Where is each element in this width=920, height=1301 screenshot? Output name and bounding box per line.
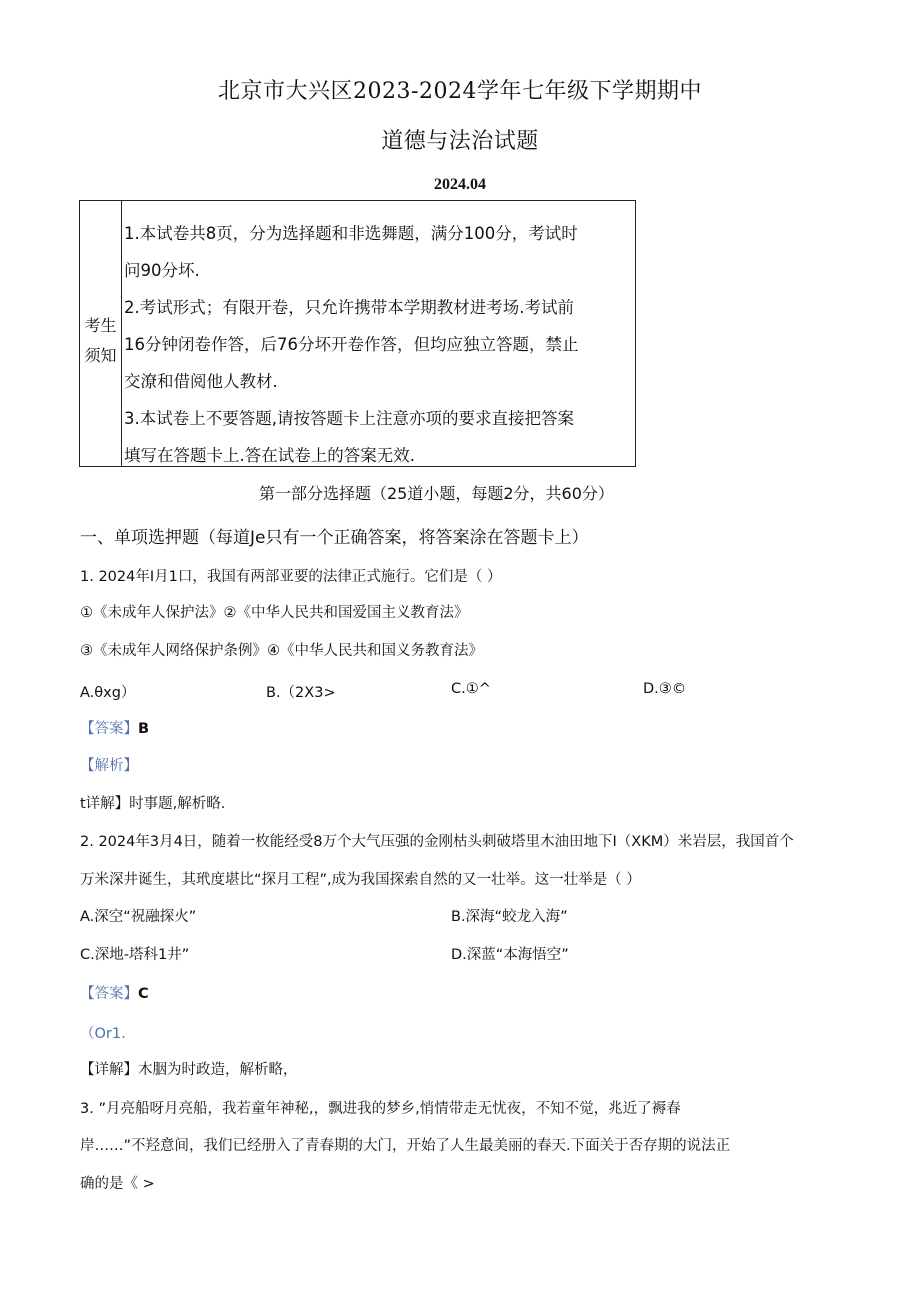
notice-line: 填写在答题卡上.答在试卷上的答案无效. xyxy=(124,446,415,465)
notice-line: 3.本试卷上不要答题,请按答题卡上注意亦项的要求直接把答案 xyxy=(124,409,574,428)
notice-label-line: 须知 xyxy=(84,345,117,365)
notice-line: 1.本试卷共8页，分为选择题和非选舞题，满分100分，考试时 xyxy=(124,224,578,243)
notice-line: 交潦和借阅他人教材. xyxy=(124,372,278,391)
detail-text: 【详解】木胭为时政造，解析略， xyxy=(80,1062,298,1078)
part-title: 第一部分选择题（25道小题，每题2分，共60分） xyxy=(259,484,614,503)
question-stem: 2. 2024年3月4日，随着一枚能经受8万个大气压强的金刚枯头刺破塔里木油田地下I（XKM）米岩层，我国首个 xyxy=(80,834,794,850)
answer-value: B xyxy=(138,721,150,737)
option-a: A.深空“祝融探火” xyxy=(80,909,197,925)
option-b: B.（2X3> xyxy=(266,685,336,701)
notice-label xyxy=(80,201,122,466)
notice-line: 问90分坏. xyxy=(124,261,200,280)
section-heading: 一、单项选押题（每道Je只有一个正确答案，将答案涂在答题卡上） xyxy=(80,528,589,548)
option-a: A.θxg） xyxy=(80,685,136,701)
question-stem: 确的是《 > xyxy=(80,1176,155,1192)
exam-date: 2024.04 xyxy=(434,176,486,193)
option-d: D.③© xyxy=(643,681,687,697)
answer-label: 【答案】 xyxy=(80,986,138,1002)
analysis-label: 【解析】 xyxy=(80,758,138,774)
notice-body xyxy=(122,201,635,466)
page-subtitle: 道德与法治试题 xyxy=(381,129,539,154)
question-stem: 岸……”不羟意间，我们已经册入了青春期的大门，开始了人生最美丽的春天.下面关于否存期的说法正 xyxy=(80,1138,731,1154)
option-c: C.深地-塔科1井” xyxy=(80,947,190,963)
analysis-label: （Or1. xyxy=(80,1026,126,1042)
notice-line: 2.考试形式；有限开卷，只允许携带本学期教材进考场.考试前 xyxy=(124,298,574,317)
question-stem: 3. ”月亮船呀月亮船，我若童年神秘,，飘进我的梦乡,悄情带走无忧夜，不知不觉，兆近了褥春 xyxy=(80,1101,681,1117)
question-item-line: ③《未成年人网络保护条例》④《中华人民共和国义务教育法》 xyxy=(80,643,483,659)
answer-line xyxy=(80,717,149,738)
page-title: 北京市大兴区2023-2024学年七年级下学期期中 xyxy=(218,79,702,104)
detail-text: t详解】时事题,解析略. xyxy=(80,796,226,812)
answer-line xyxy=(80,982,149,1003)
notice-line: 16分钟闭卷作答，后76分坏开卷作答，但均应独立答题，禁止 xyxy=(124,335,579,354)
option-b: B.深海“蛟龙入海” xyxy=(451,909,568,925)
option-d: D.深蓝“本海悟空” xyxy=(451,947,569,963)
answer-value: C xyxy=(138,986,149,1002)
notice-box xyxy=(79,200,636,467)
answer-label: 【答案】 xyxy=(80,721,138,737)
option-c: C.①^ xyxy=(451,681,491,697)
question-stem: 万米深井诞生，其玳度堪比“探月工程”,成为我国探索自然的又一壮举。这一壮举是（ ） xyxy=(80,872,641,888)
question-item-line: ①《未成年人保护法》②《中华人民共和国爱国主义教育法》 xyxy=(80,605,469,621)
notice-label-line: 考生 xyxy=(84,315,117,335)
question-stem: 1. 2024年I月1口，我国有两部亚要的法律正式施行。它们是（ ） xyxy=(80,569,502,585)
